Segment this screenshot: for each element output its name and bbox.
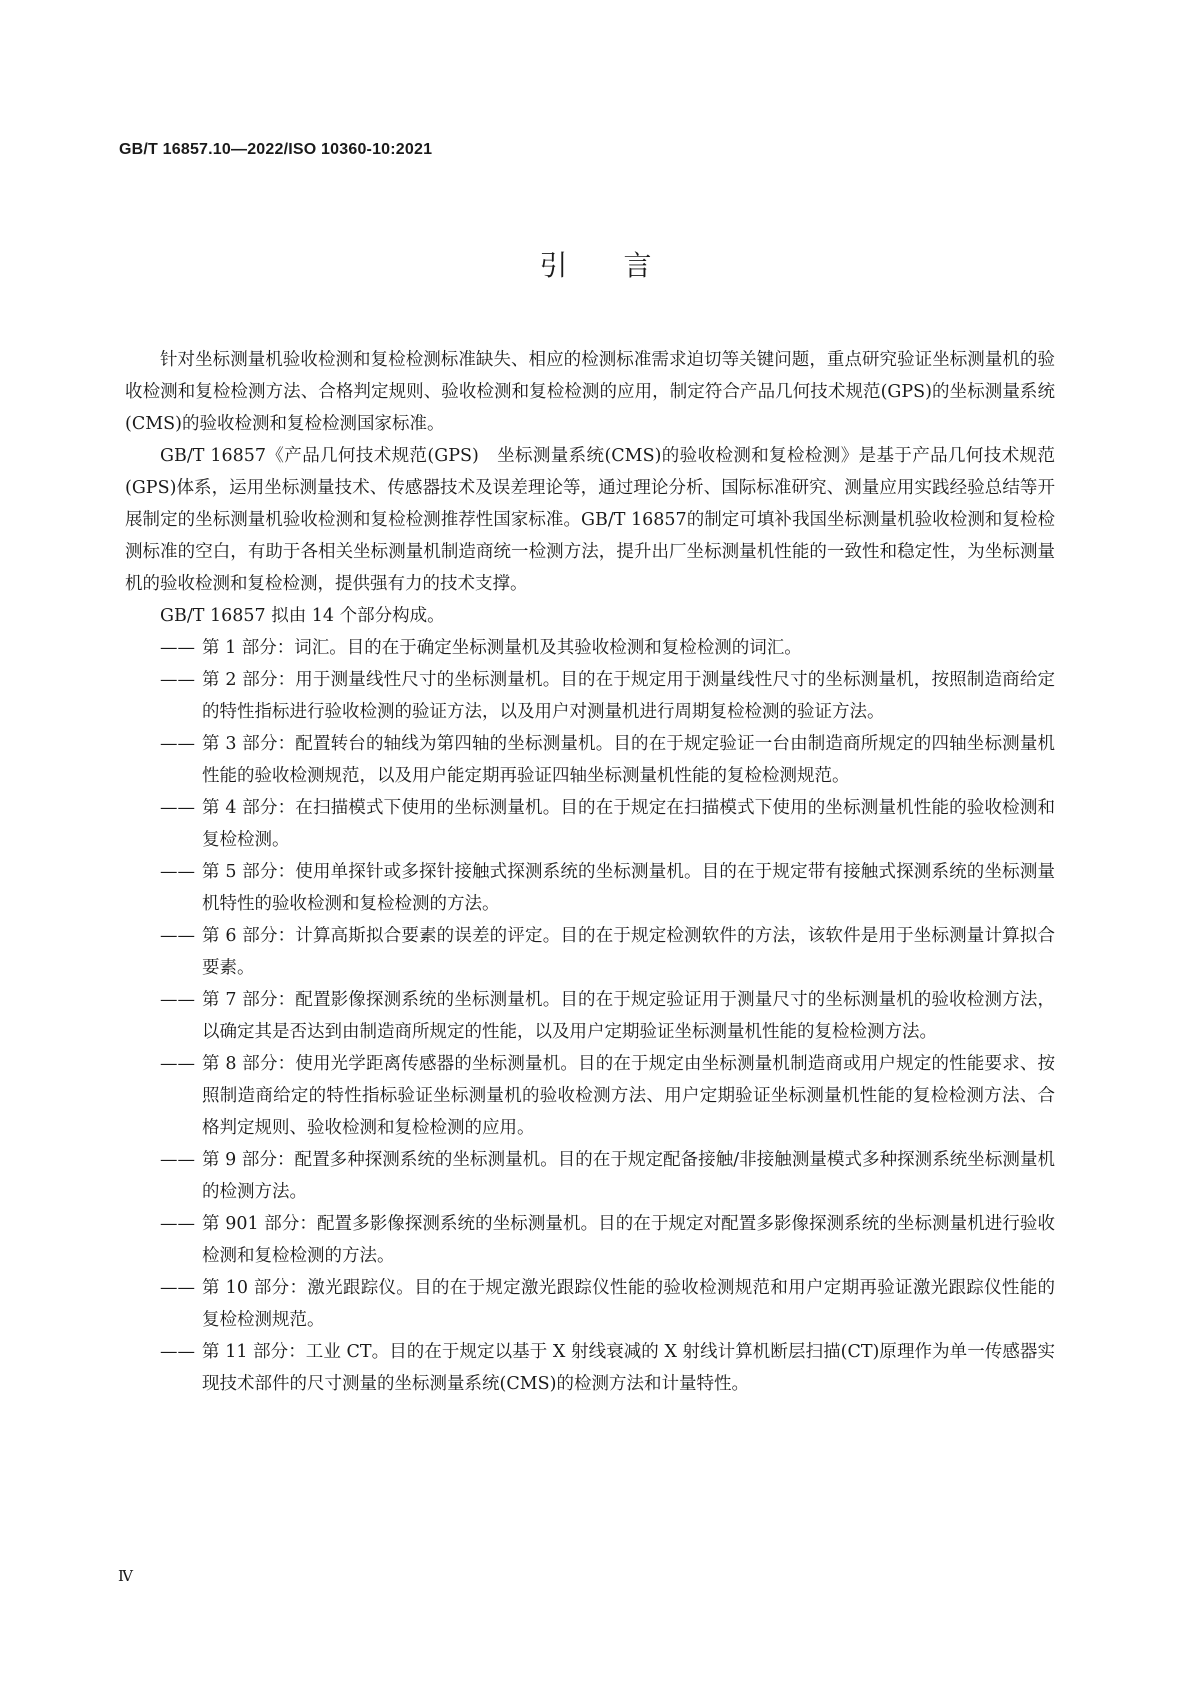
- page-number: Ⅳ: [118, 1567, 133, 1585]
- part-9-text: 第 9 部分：配置多种探测系统的坐标测量机。目的在于规定配备接触/非接触测量模式多种探测系统坐标测量机的检测方法。: [202, 1150, 1055, 1202]
- list-item: [160, 920, 1055, 984]
- list-dash: ——: [160, 734, 195, 754]
- document-body: [125, 344, 1055, 1400]
- intro-paragraph-1: 针对坐标测量机验收检测和复检检测标准缺失、相应的检测标准需求迫切等关键问题，重点研究验证坐标测量机的验收检测和复检检测方法、合格判定规则、验收检测和复检检测的应用，制定符合产品几何技术规范(GPS)的坐标测量系统(CMS)的验收检测和复检检测国家标准。: [125, 350, 1055, 434]
- part-2-text: 第 2 部分：用于测量线性尺寸的坐标测量机。目的在于规定用于测量线性尺寸的坐标测量机，按照制造商给定的特性指标进行验收检测的验证方法，以及用户对测量机进行周期复检检测的验证方法。: [202, 670, 1055, 722]
- part-5-text: 第 5 部分：使用单探针或多探针接触式探测系统的坐标测量机。目的在于规定带有接触式探测系统的坐标测量机特性的验收检测和复检检测的方法。: [202, 862, 1055, 914]
- list-item: [160, 1272, 1055, 1336]
- page-title: 引言: [539, 249, 708, 282]
- list-item: [160, 632, 1055, 664]
- list-item: [160, 1048, 1055, 1144]
- list-dash: ——: [160, 1054, 195, 1074]
- part-7-text: 第 7 部分：配置影像探测系统的坐标测量机。目的在于规定验证用于测量尺寸的坐标测量机的验收检测方法，以确定其是否达到由制造商所规定的性能，以及用户定期验证坐标测量机性能的复检检测方法。: [202, 990, 1055, 1042]
- part-8-text: 第 8 部分：使用光学距离传感器的坐标测量机。目的在于规定由坐标测量机制造商或用户规定的性能要求、按照制造商给定的特性指标验证坐标测量机的验收检测方法、用户定期验证坐标测量机性能的复检检测方法、合格判定规则、验收检测和复检检测的应用。: [202, 1054, 1055, 1138]
- list-item: [160, 664, 1055, 728]
- standard-code-header: GB/T 16857.10—2022/ISO 10360-10:2021: [119, 141, 433, 158]
- intro-paragraph-2: GB/T 16857《产品几何技术规范(GPS) 坐标测量系统(CMS)的验收检测和复检检测》是基于产品几何技术规范(GPS)体系，运用坐标测量技术、传感器技术及误差理论等，通过理论分析、国际标准研究、测量应用实践经验总结等开展制定的坐标测量机验收检测和复检检测推荐性国家标准。GB/T 16857的制定可填补我国坐标测量机验收检测和复检检测标准的空白，有助于各相关坐标测量机制造商统一检测方法，提升出厂坐标测量机性能的一致性和稳定性，为坐标测量机的验收检测和复检检测，提供强有力的技术支撑。: [125, 446, 1055, 594]
- list-dash: ——: [160, 862, 195, 882]
- list-dash: ——: [160, 1342, 195, 1362]
- list-item: [160, 1144, 1055, 1208]
- list-dash: ——: [160, 1214, 195, 1234]
- list-dash: ——: [160, 926, 195, 946]
- list-item: [160, 1336, 1055, 1400]
- list-dash: ——: [160, 638, 195, 658]
- list-item: [160, 984, 1055, 1048]
- list-item: [160, 1208, 1055, 1272]
- part-901-text: 第 901 部分：配置多影像探测系统的坐标测量机。目的在于规定对配置多影像探测系统的坐标测量机进行验收检测和复检检测的方法。: [202, 1214, 1055, 1266]
- list-dash: ——: [160, 670, 195, 690]
- list-dash: ——: [160, 1150, 195, 1170]
- part-6-text: 第 6 部分：计算高斯拟合要素的误差的评定。目的在于规定检测软件的方法，该软件是用于坐标测量计算拟合要素。: [202, 926, 1055, 978]
- list-dash: ——: [160, 990, 195, 1010]
- parts-intro: GB/T 16857 拟由 14 个部分构成。: [160, 606, 445, 626]
- list-item: [160, 728, 1055, 792]
- list-item: [160, 792, 1055, 856]
- part-4-text: 第 4 部分：在扫描模式下使用的坐标测量机。目的在于规定在扫描模式下使用的坐标测量机性能的验收检测和复检检测。: [202, 798, 1055, 850]
- part-1-text: 第 1 部分：词汇。目的在于确定坐标测量机及其验收检测和复检检测的词汇。: [202, 638, 802, 658]
- list-item: [160, 856, 1055, 920]
- list-dash: ——: [160, 798, 195, 818]
- part-10-text: 第 10 部分：激光跟踪仪。目的在于规定激光跟踪仪性能的验收检测规范和用户定期再验证激光跟踪仪性能的复检检测规范。: [202, 1278, 1055, 1330]
- parts-list: [160, 632, 1055, 1400]
- list-dash: ——: [160, 1278, 195, 1298]
- part-3-text: 第 3 部分：配置转台的轴线为第四轴的坐标测量机。目的在于规定验证一台由制造商所规定的四轴坐标测量机性能的验收检测规范，以及用户能定期再验证四轴坐标测量机性能的复检检测规范。: [202, 734, 1055, 786]
- part-11-text: 第 11 部分：工业 CT。目的在于规定以基于 X 射线衰减的 X 射线计算机断层扫描(CT)原理作为单一传感器实现技术部件的尺寸测量的坐标测量系统(CMS)的检测方法和计量特性。: [202, 1342, 1055, 1394]
